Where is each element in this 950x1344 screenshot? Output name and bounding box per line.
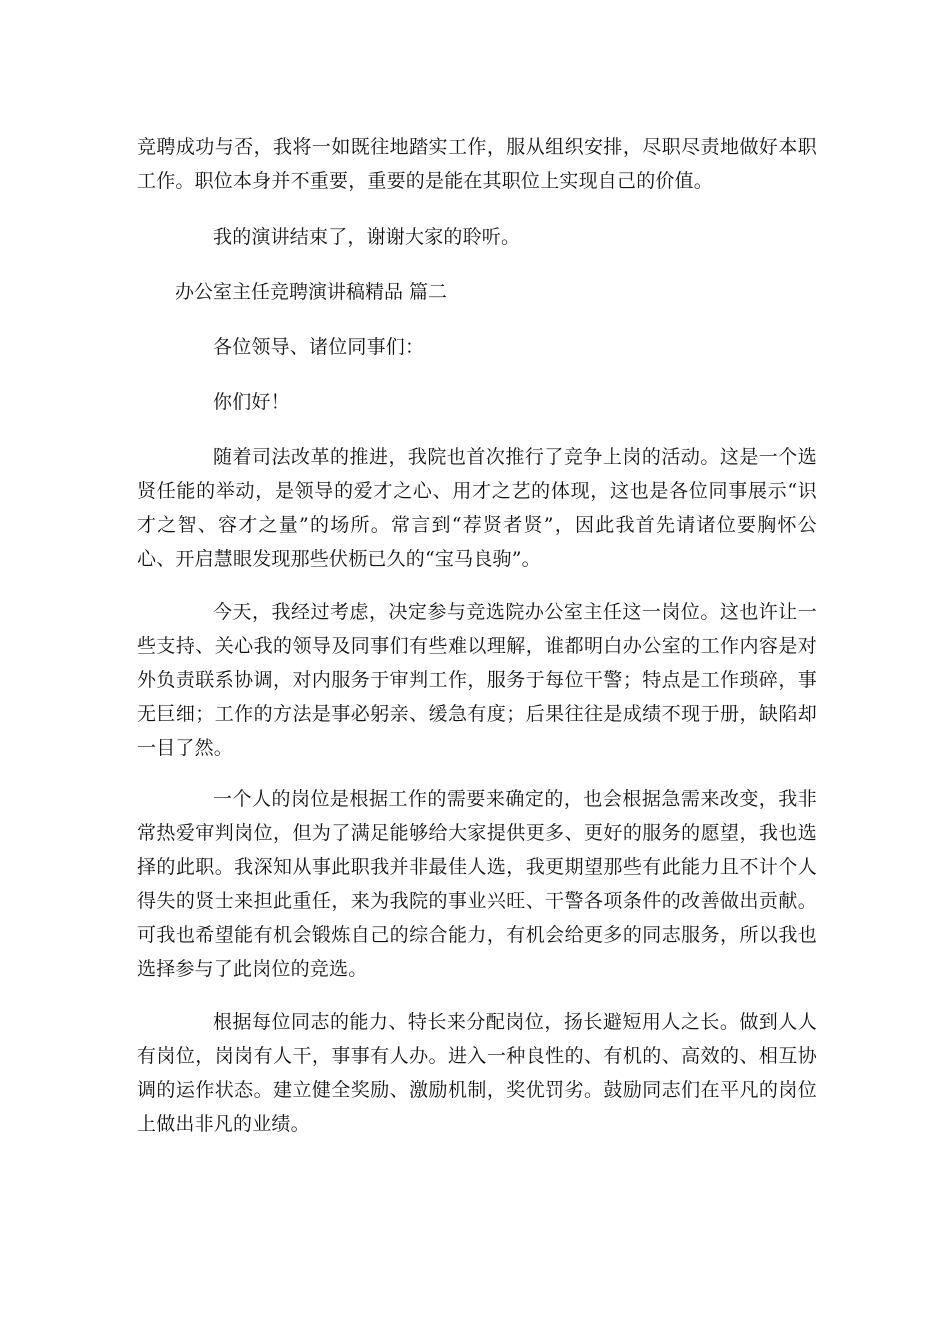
paragraph-greeting: 你们好！ bbox=[213, 391, 290, 413]
paragraph-reform: 随着司法改革的推进，我院也首次推行了竞争上岗的活动。这是一个选贤任能的举动，是领导的爱才之心、用才之艺的体现，这也是各位同事展示“识才之智、容才之量”的场所。常言到“荐贤者贤”，因此我首先请诸位要胸怀公心、开启慧眼发现那些伏枥已久的“宝马良驹”。 bbox=[137, 446, 817, 570]
paragraph-plan: 根据每位同志的能力、特长来分配岗位，扬长避短用人之长。做到人人有岗位，岗岗有人干，事事有人办。进入一种良性的、有机的、高效的、相互协调的运作状态。建立健全奖励、激励机制，奖优罚劣。鼓励同志们在平凡的岗位上做出非凡的业绩。 bbox=[137, 1011, 817, 1135]
paragraph-salutation: 各位领导、诸位同事们： bbox=[213, 336, 425, 358]
paragraph-decision: 今天，我经过考虑，决定参与竞选院办公室主任这一岗位。这也许让一些支持、关心我的领导及同事们有些难以理解，谁都明白办公室的工作内容是对外负责联系协调，对内服务于审判工作，服务于每位干警；特点是工作琐碎，事无巨细；工作的方法是事必躬亲、缓急有度；后果往往是成绩不现于册，缺陷却一目了然。 bbox=[137, 601, 817, 759]
section-heading: 办公室主任竞聘演讲稿精品 篇二 bbox=[175, 281, 448, 303]
paragraph-conclusion: 竞聘成功与否，我将一如既往地踏实工作，服从组织安排，尽职尽责地做好本职工作。职位本身并不重要，重要的是能在其职位上实现自己的价值。 bbox=[137, 136, 817, 192]
paragraph-closing: 我的演讲结束了，谢谢大家的聆听。 bbox=[213, 226, 521, 248]
paragraph-position: 一个人的岗位是根据工作的需要来确定的，也会根据急需来改变，我非常热爱审判岗位，但为了满足能够给大家提供更多、更好的服务的愿望，我也选择的此职。我深知从事此职我并非最佳人选，我更期望那些有此能力且不计个人得失的贤士来担此重任，来为我院的事业兴旺、干警各项条件的改善做出贡献。可我也希望能有机会锻炼自己的综合能力，有机会给更多的同志服务，所以我也选择参与了此岗位的竞选。 bbox=[137, 788, 817, 980]
